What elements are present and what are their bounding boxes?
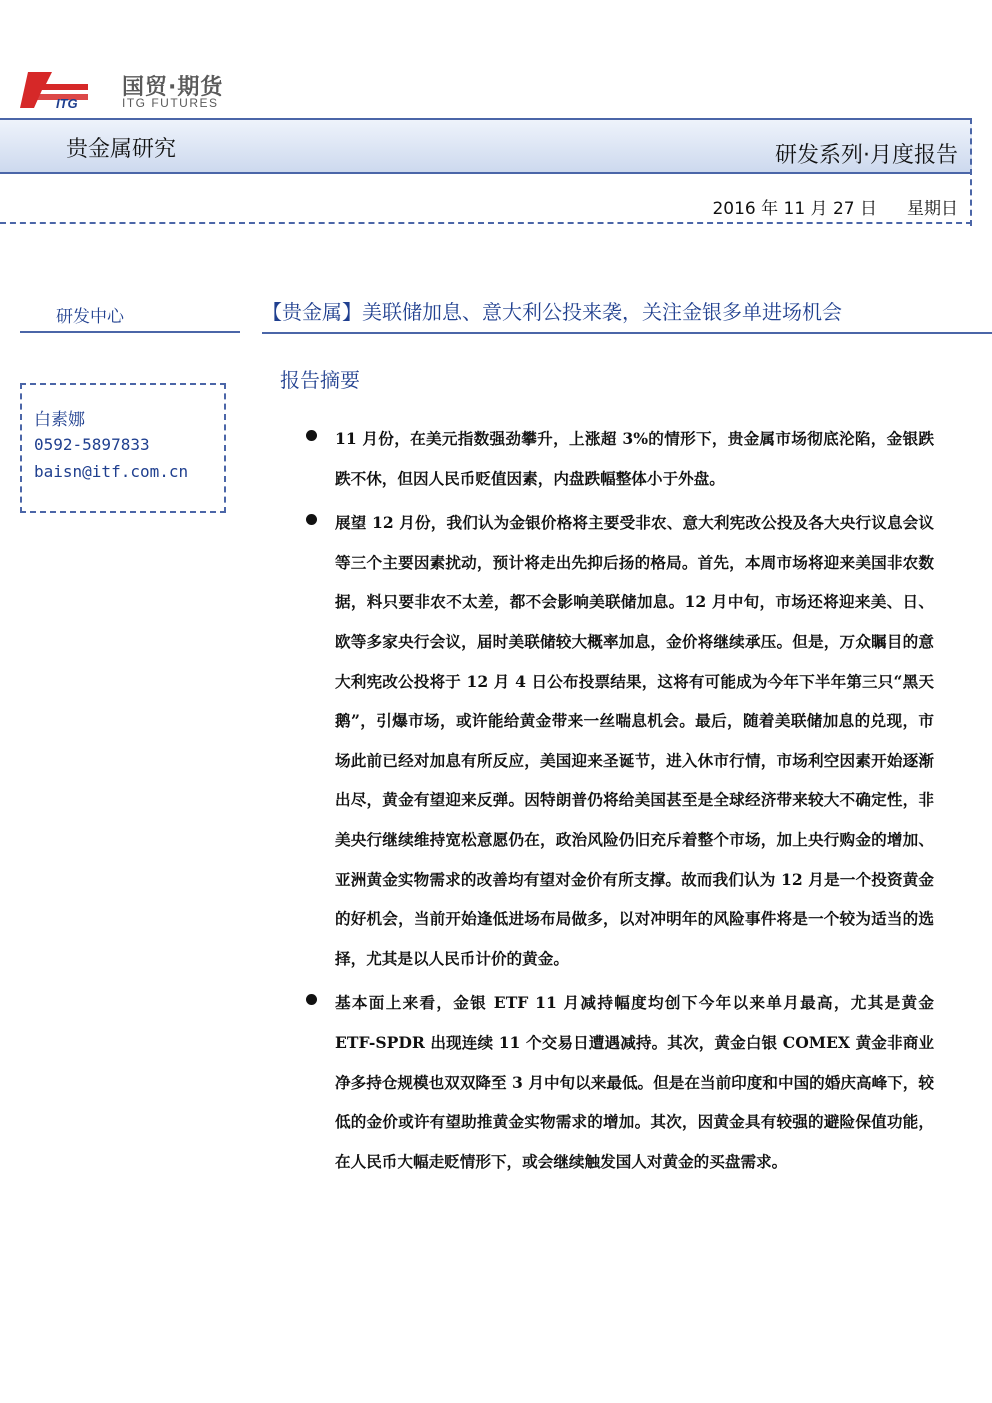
abstract-bullet-text: 11 月份，在美元指数强劲攀升，上涨超 3%的情形下，贵金属市场彻底沦陷，金银跌跌不休，但因人民币贬值因素，内盘跌幅整体小于外盘。 [335, 429, 934, 488]
header-divider-vertical [970, 118, 972, 226]
logo-company-english: ITG FUTURES [122, 96, 219, 110]
report-series: 研发系列·月度报告 [775, 143, 958, 168]
abstract-bullet [304, 983, 934, 1181]
title-rule [262, 332, 992, 334]
report-date: 2016 年 11 月 27 日 [712, 199, 877, 219]
abstract-bullet [304, 419, 934, 498]
analyst-name: 白素娜 [34, 410, 85, 430]
header-banner [0, 118, 972, 174]
report-date-line [712, 194, 958, 219]
logo-company-name: 国贸·期货 [122, 75, 224, 100]
itg-logo-mark-icon [18, 70, 90, 110]
logo-mark-text: ITG [56, 96, 78, 110]
bullet-dot-icon [306, 994, 317, 1005]
analyst-contact-box [20, 383, 226, 513]
department-label: 研发中心 [56, 307, 124, 327]
abstract-bullet-list [304, 419, 934, 1186]
abstract-bullet-text: 基本面上来看，金银 ETF 11 月减持幅度均创下今年以来单月最高，尤其是黄金 ETF-SPDR 出现连续 11 个交易日遭遇减持。其次，黄金白银 COMEX 黄金非商业净多持仓规模也双双降至 3 月中旬以来最低。但是在当前印度和中国的婚庆高峰下，较低的金价或许有望助推黄金实物需求的增加。其次，因黄金具有较强的避险保值功能，在人民币大幅走贬情形下，或会继续触发国人对黄金的买盘需求。 [335, 993, 934, 1171]
report-category: 贵金属研究 [66, 137, 177, 162]
analyst-email[interactable]: baisn@itf.com.cn [34, 462, 189, 481]
header-divider [0, 222, 972, 224]
department-rule [20, 331, 240, 333]
itg-logo [18, 70, 224, 112]
abstract-heading: 报告摘要 [280, 368, 360, 392]
report-weekday: 星期日 [907, 199, 958, 219]
bullet-dot-icon [306, 514, 317, 525]
bullet-dot-icon [306, 430, 317, 441]
abstract-bullet [304, 503, 934, 978]
analyst-phone: 0592-5897833 [34, 435, 150, 454]
report-title: 【贵金属】美联储加息、意大利公投来袭，关注金银多单进场机会 [262, 300, 842, 324]
abstract-bullet-text: 展望 12 月份，我们认为金银价格将主要受非农、意大利宪改公投及各大央行议息会议等三个主要因素扰动，预计将走出先抑后扬的格局。首先，本周市场将迎来美国非农数据，料只要非农不太差，都不会影响美联储加息。12 月中旬，市场还将迎来美、日、欧等多家央行会议，届时美联储较大概率加息，金价将继续承压。但是，万众瞩目的意大利宪改公投将于 12 月 4 日公布投票结果，这将有可能成为今年下半年第三只“黑天鹅”，引爆市场，或许能给黄金带来一丝喘息机会。最后，随着美联储加息的兑现，市场此前已经对加息有所反应，美国迎来圣诞节，进入休市行情，市场利空因素开始逐渐出尽，黄金有望迎来反弹。因特朗普仍将给美国甚至是全球经济带来较大不确定性，非美央行继续维持宽松意愿仍在，政治风险仍旧充斥着整个市场，加上央行购金的增加、亚洲黄金实物需求的改善均有望对金价有所支撑。故而我们认为 12 月是一个投资黄金的好机会，当前开始逢低进场布局做多，以对冲明年的风险事件将是一个较为适当的选择，尤其是以人民币计价的黄金。 [335, 513, 934, 968]
